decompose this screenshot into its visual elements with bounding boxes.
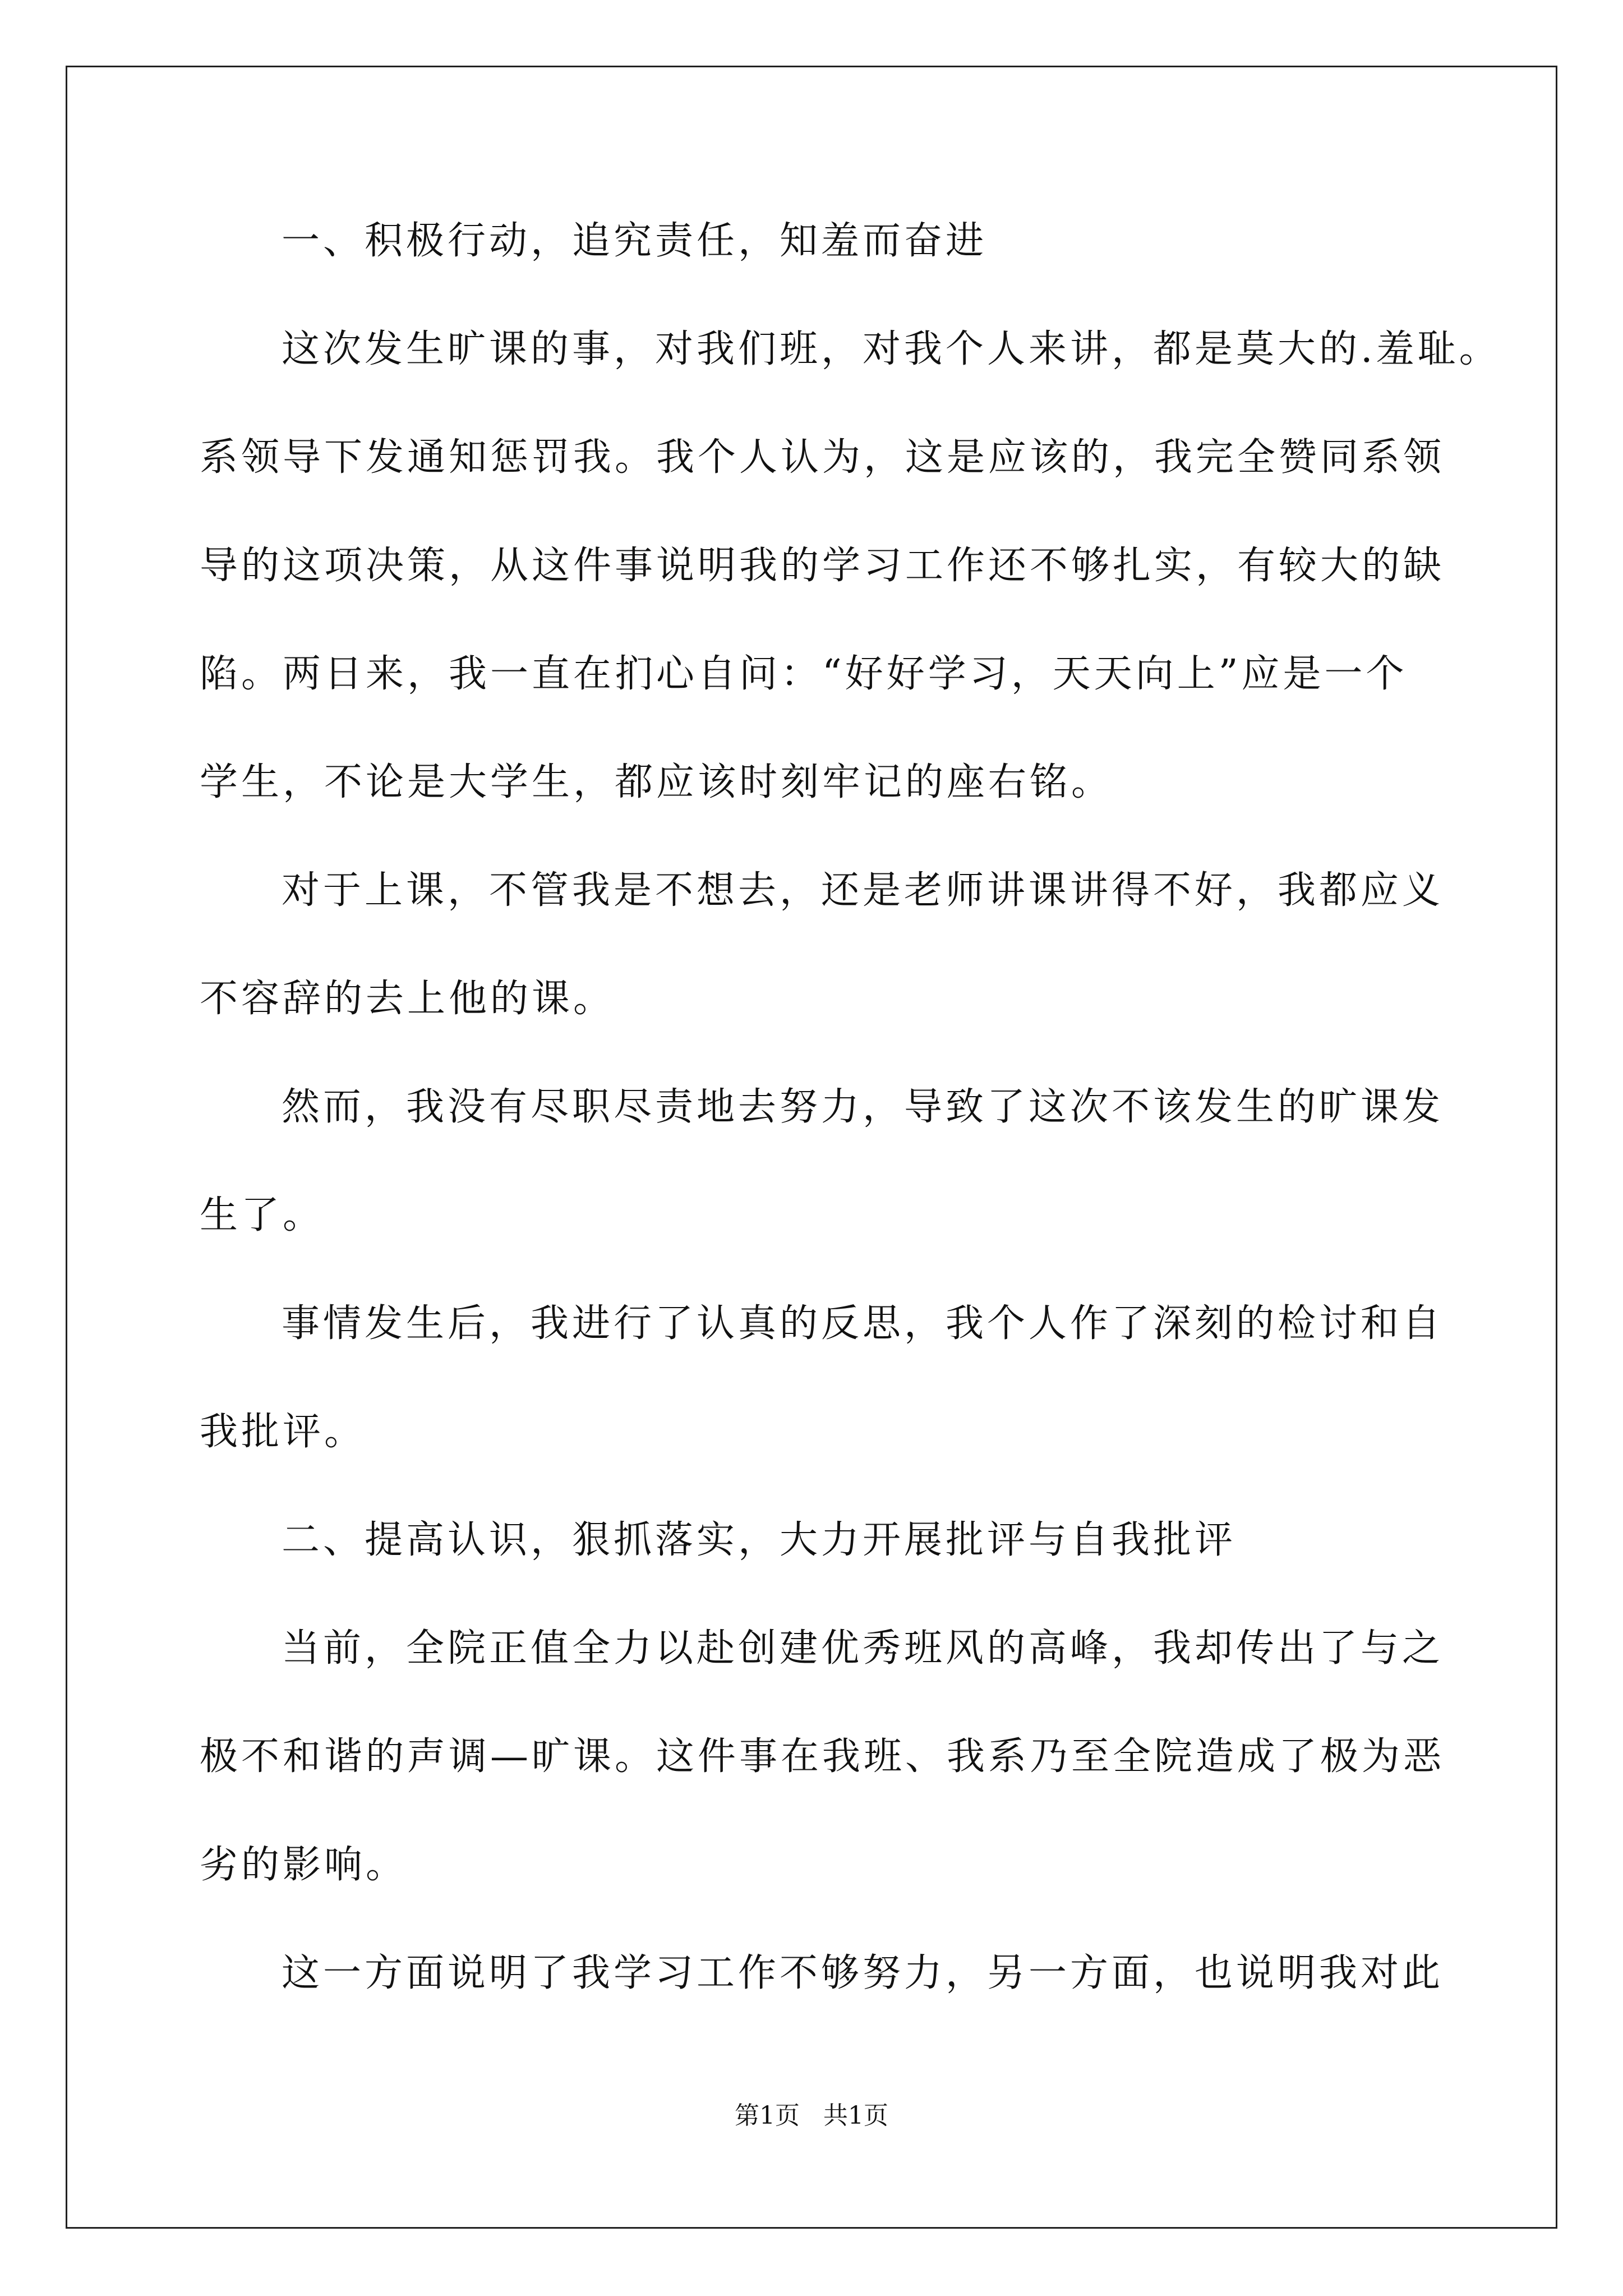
paragraph-line: 我批评。: [200, 1410, 366, 1454]
paragraph-line: 陷。两日来，我一直在扪心自问：“好好学习，天天向上”应是一个: [200, 652, 1408, 696]
paragraph-line: 生了。: [200, 1193, 325, 1237]
paragraph-line: 系领导下发通知惩罚我。我个人认为，这是应该的，我完全赞同系领: [200, 435, 1445, 480]
paragraph-line: 对于上课，不管我是不想去，还是老师讲课讲得不好，我都应义: [282, 868, 1444, 913]
paragraph-line: 这次发生旷课的事，对我们班，对我个人来讲，都是莫大的.羞耻。: [282, 327, 1501, 371]
paragraph-line: 学生，不论是大学生，都应该时刻牢记的座右铭。: [200, 760, 1113, 804]
page-number-footer: 第1页 共1页: [735, 2101, 888, 2130]
paragraph-line: 事情发生后，我进行了认真的反思，我个人作了深刻的检讨和自: [282, 1301, 1444, 1346]
paragraph-line: 然而，我没有尽职尽责地去努力，导致了这次不该发生的旷课发: [282, 1085, 1444, 1129]
paragraph-line: 这一方面说明了我学习工作不够努力，另一方面，也说明我对此: [282, 1951, 1444, 1995]
heading-section-1: 一、积极行动，追究责任，知羞而奋进: [282, 219, 988, 263]
heading-section-2: 二、提高认识，狠抓落实，大力开展批评与自我批评: [282, 1518, 1237, 1562]
paragraph-line: 不容辞的去上他的课。: [200, 977, 615, 1021]
paragraph-line: 极不和谐的声调—旷课。这件事在我班、我系乃至全院造成了极为恶: [200, 1734, 1445, 1779]
paragraph-line: 当前，全院正值全力以赴创建优秀班风的高峰，我却传出了与之: [282, 1626, 1444, 1671]
page-border: [66, 66, 1557, 2229]
paragraph-line: 导的这项决策，从这件事说明我的学习工作还不够扎实，有较大的缺: [200, 544, 1445, 588]
paragraph-line: 劣的影响。: [200, 1843, 408, 1887]
